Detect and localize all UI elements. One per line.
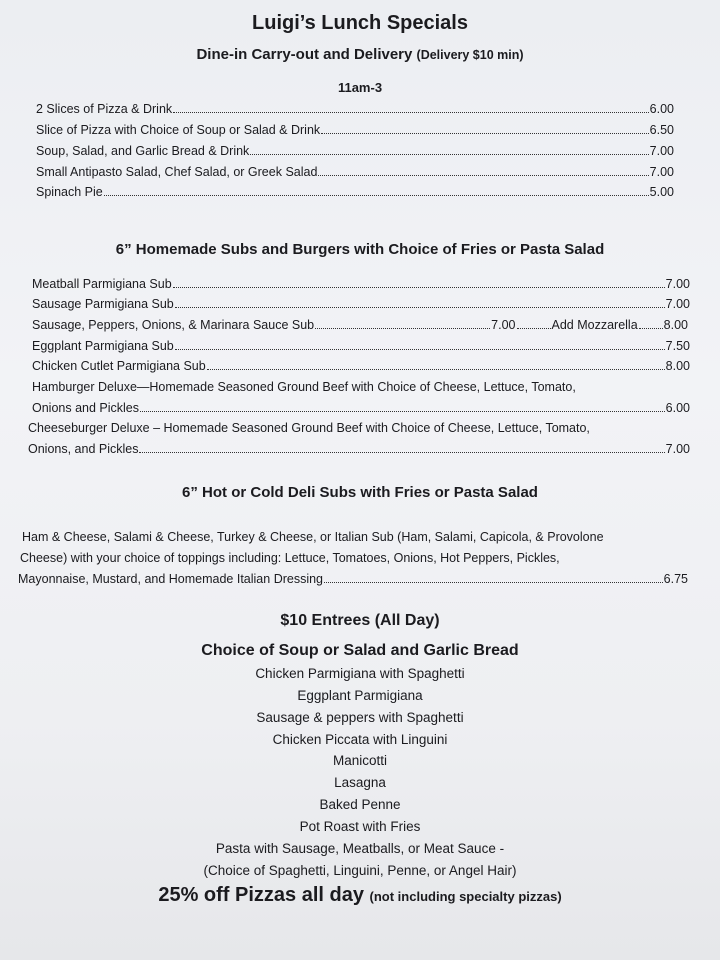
menu-item (36, 123, 674, 137)
entree-item: Pot Roast with Fries (299, 819, 421, 834)
menu-title: Luigi’s Lunch Specials (252, 12, 468, 34)
dot-leader (173, 287, 665, 288)
item-price: 8.00 (665, 359, 690, 373)
addon-price: 8.00 (663, 318, 688, 332)
deli-description: Ham & Cheese, Salami & Cheese, Turkey & Cheese, or Italian Sub (Ham, Salami, Capicola, & Provolone (22, 530, 604, 544)
entree-item: Chicken Parmigiana with Spaghetti (255, 666, 465, 681)
dot-leader (318, 175, 648, 176)
entrees-heading: $10 Entrees (All Day) (280, 612, 440, 629)
deli-heading: 6” Hot or Cold Deli Subs with Fries or Pasta Salad (182, 484, 538, 501)
entree-item: Lasagna (334, 775, 386, 790)
item-price: 7.00 (665, 442, 690, 456)
menu-item (32, 318, 688, 332)
menu-item (32, 359, 690, 373)
deli-description: Cheese) with your choice of toppings including: Lettuce, Tomatoes, Onions, Hot Peppers, Pickles, (20, 551, 560, 565)
dot-leader (207, 369, 665, 370)
item-name: Onions, and Pickles (28, 442, 139, 456)
menu-item (36, 185, 674, 199)
item-price: 5.00 (649, 185, 674, 199)
dot-leader (315, 328, 490, 329)
promo-headline: 25% off Pizzas all day (158, 884, 364, 906)
item-name: Eggplant Parmigiana Sub (32, 339, 174, 353)
menu-item (32, 401, 690, 415)
dot-leader (175, 349, 665, 350)
menu-item (32, 339, 690, 353)
item-price: 6.00 (649, 102, 674, 116)
menu-item (32, 277, 690, 291)
addon-label: Add Mozzarella (551, 318, 638, 332)
item-price: 7.00 (665, 277, 690, 291)
item-price: 6.00 (665, 401, 690, 415)
item-description: Cheeseburger Deluxe – Homemade Seasoned Ground Beef with Choice of Cheese, Lettuce, Tomato, (28, 421, 590, 435)
dot-leader (639, 328, 663, 329)
dot-leader (321, 133, 648, 134)
entree-item: Pasta with Sausage, Meatballs, or Meat Sauce - (215, 841, 505, 856)
dot-leader (104, 195, 649, 196)
dot-leader (173, 112, 648, 113)
entree-item: (Choice of Spaghetti, Linguini, Penne, or Angel Hair) (203, 863, 517, 878)
lunch-hours: 11am-3 (337, 80, 383, 95)
menu-item (36, 102, 674, 116)
dot-leader (517, 328, 551, 329)
item-price: 7.00 (649, 165, 674, 179)
menu-item (18, 572, 688, 586)
dot-leader (250, 154, 648, 155)
dot-leader (175, 307, 665, 308)
item-price: 7.50 (665, 339, 690, 353)
entrees-subheading: Choice of Soup or Salad and Garlic Bread (201, 642, 519, 659)
item-description: Hamburger Deluxe—Homemade Seasoned Ground Beef with Choice of Cheese, Lettuce, Tomato, (32, 380, 576, 394)
item-name: Sausage, Peppers, Onions, & Marinara Sauce Sub (32, 318, 315, 332)
dot-leader (139, 452, 664, 453)
item-name: Sausage Parmigiana Sub (32, 297, 174, 311)
item-name: 2 Slices of Pizza & Drink (36, 102, 173, 116)
item-price: 6.50 (649, 123, 674, 137)
pizza-promo (0, 884, 720, 907)
menu-item (36, 165, 674, 179)
promo-note: (not including specialty pizzas) (369, 889, 562, 904)
item-name: Mayonnaise, Mustard, and Homemade Italian Dressing (18, 572, 324, 586)
item-price: 7.00 (649, 144, 674, 158)
menu-subtitle (0, 46, 720, 63)
subs-heading: 6” Homemade Subs and Burgers with Choice of Fries or Pasta Salad (115, 241, 605, 258)
entree-item: Chicken Piccata with Linguini (272, 732, 448, 747)
item-name: Onions and Pickles (32, 401, 140, 415)
dot-leader (324, 582, 663, 583)
entree-item: Eggplant Parmigiana (297, 688, 423, 703)
service-options: Dine-in Carry-out and Delivery (196, 46, 413, 63)
item-name: Chicken Cutlet Parmigiana Sub (32, 359, 206, 373)
item-price: 7.00 (665, 297, 690, 311)
item-name: Spinach Pie (36, 185, 103, 199)
item-name: Small Antipasto Salad, Chef Salad, or Greek Salad (36, 165, 318, 179)
entree-item: Baked Penne (319, 797, 401, 812)
item-price: 7.00 (491, 318, 516, 332)
item-name: Soup, Salad, and Garlic Bread & Drink (36, 144, 250, 158)
item-price: 6.75 (663, 572, 688, 586)
entree-item: Sausage & peppers with Spaghetti (256, 710, 464, 725)
item-name: Slice of Pizza with Choice of Soup or Salad & Drink (36, 123, 321, 137)
menu-item (36, 144, 674, 158)
delivery-minimum-note: (Delivery $10 min) (416, 48, 524, 62)
menu-item (28, 442, 690, 456)
entree-item: Manicotti (332, 753, 388, 768)
item-name: Meatball Parmigiana Sub (32, 277, 172, 291)
menu-item (32, 297, 690, 311)
dot-leader (140, 411, 665, 412)
